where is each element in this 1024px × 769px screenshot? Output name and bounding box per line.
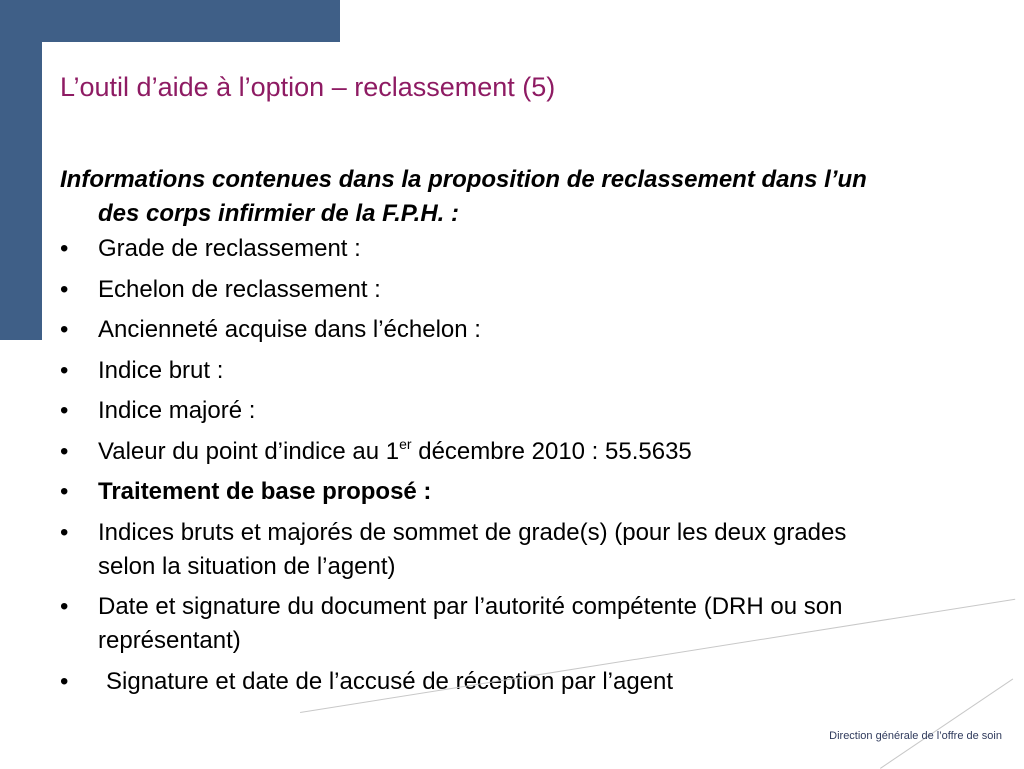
list-item-line-1: Date et signature du document par l’autorité compétente (DRH ou son [98, 593, 843, 620]
list-item-text: Traitement de base proposé : [98, 478, 432, 505]
decorative-top-bar [0, 0, 340, 42]
superscript: er [399, 435, 412, 452]
bullet-icon: • [60, 437, 69, 465]
list-item-text [98, 519, 846, 580]
bullet-list [60, 232, 1020, 705]
list-item-grade [60, 232, 1020, 266]
bullet-icon: • [60, 275, 69, 303]
bullet-icon: • [60, 397, 69, 424]
list-item-text: Indice majoré : [98, 397, 256, 424]
bullet-icon: • [60, 316, 69, 343]
list-item-text: Signature et date de l’accusé de réception par l’agent [106, 667, 674, 695]
footer-text: Direction générale de l’offre de soin [829, 730, 1002, 742]
list-item-indice-majore [60, 394, 1020, 428]
list-item-text: Grade de reclassement : [98, 235, 361, 262]
list-item-anciennete [60, 313, 1020, 347]
list-item-text: Indice brut : [98, 356, 224, 384]
list-item-text-before: Valeur du point d’indice au 1 [98, 437, 400, 465]
list-item-accuse-reception [60, 665, 1020, 699]
bullet-icon: • [60, 356, 69, 384]
intro-paragraph [60, 163, 1010, 231]
bullet-icon: • [60, 667, 69, 695]
list-item-line-1: Indices bruts et majorés de sommet de grade(s) (pour les deux grades [98, 518, 847, 546]
list-item-text-after: décembre 2010 : 55.5635 [411, 437, 692, 465]
list-item-valeur-point [60, 435, 1020, 469]
list-item-text [98, 593, 842, 654]
bullet-icon: • [60, 518, 69, 546]
list-item-date-signature [60, 590, 1020, 658]
list-item-text: Echelon de reclassement : [98, 275, 381, 303]
intro-line-2: des corps infirmier de la F.P.H. : [98, 200, 460, 227]
list-item-text [98, 435, 692, 465]
list-item-line-2: selon la situation de l’agent) [98, 552, 396, 580]
list-item-indice-brut [60, 354, 1020, 388]
bullet-icon: • [60, 235, 69, 262]
list-item-traitement [60, 475, 1020, 509]
list-item-text: Ancienneté acquise dans l’échelon : [98, 316, 481, 343]
list-item-indices-sommet [60, 516, 1020, 584]
list-item-echelon [60, 273, 1020, 307]
list-item-line-2: représentant) [98, 627, 241, 654]
bullet-icon: • [60, 478, 69, 505]
slide-title: L’outil d’aide à l’option – reclassement (5) [60, 72, 556, 102]
intro-line-1: Informations contenues dans la proposition de reclassement dans l’un [60, 166, 867, 193]
decorative-left-bar [0, 0, 42, 340]
bullet-icon: • [60, 593, 69, 620]
